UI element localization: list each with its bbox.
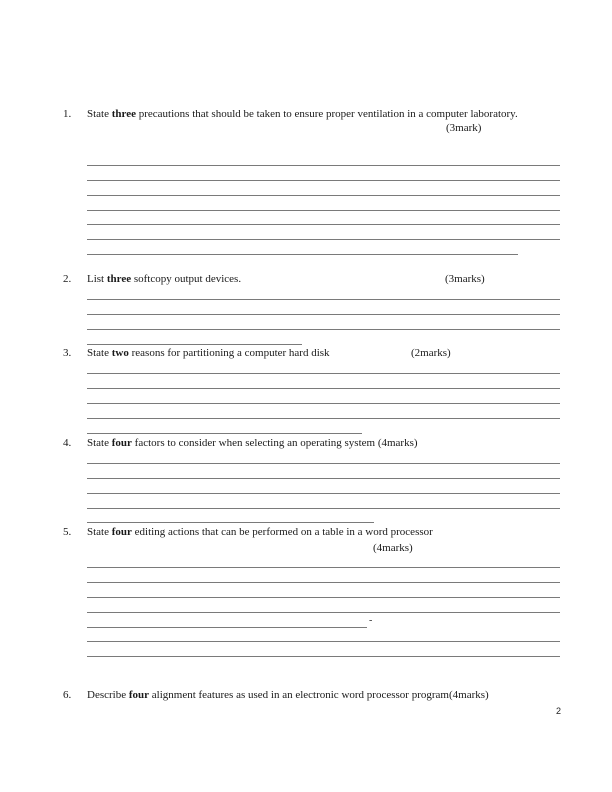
answer-line[interactable]	[87, 373, 560, 374]
answer-line[interactable]	[87, 612, 560, 613]
question-text	[87, 273, 241, 286]
answer-line[interactable]	[87, 210, 560, 211]
answer-line[interactable]	[87, 597, 560, 598]
answer-line[interactable]	[87, 329, 560, 330]
answer-line[interactable]	[87, 314, 560, 315]
question-marks: (2marks)	[411, 347, 451, 359]
answer-line[interactable]	[87, 627, 367, 628]
question-emphasis: four	[111, 526, 132, 538]
answer-line[interactable]	[87, 508, 560, 509]
question-text	[87, 437, 418, 450]
answer-line[interactable]	[87, 567, 560, 568]
answer-line[interactable]	[87, 239, 560, 240]
question-text-prefix: State	[87, 108, 112, 120]
question-number: 2.	[63, 273, 72, 285]
answer-line[interactable]	[87, 344, 302, 345]
question-text-suffix: precautions that should be taken to ensure proper ventilation in a computer laboratory.	[135, 108, 518, 120]
answer-line[interactable]	[87, 641, 560, 642]
question-text-suffix: editing actions that can be performed on a table in a word processor	[131, 526, 433, 538]
answer-line[interactable]	[87, 388, 560, 389]
question-number: 6.	[63, 689, 72, 701]
answer-line[interactable]	[87, 656, 560, 657]
question-marks: (3marks)	[445, 273, 485, 285]
page-number: 2	[556, 706, 562, 716]
answer-line[interactable]	[87, 478, 560, 479]
question-text-suffix: softcopy output devices.	[131, 273, 242, 285]
question-number: 3.	[63, 347, 72, 359]
question-text-prefix: Describe	[87, 689, 129, 701]
answer-line[interactable]	[87, 165, 560, 166]
question-marks: (4marks)	[448, 689, 489, 701]
stray-dash: -	[369, 615, 373, 626]
question-text-suffix: factors to consider when selecting an operating system	[131, 437, 376, 449]
answer-line[interactable]	[87, 522, 374, 523]
answer-line[interactable]	[87, 433, 362, 434]
answer-line[interactable]	[87, 582, 560, 583]
question-number: 5.	[63, 526, 72, 538]
question-text-prefix: State	[87, 437, 112, 449]
question-marks: (4marks)	[377, 437, 418, 449]
question-marks: (4marks)	[373, 542, 413, 554]
question-text-suffix: alignment features as used in an electronic word processor program	[149, 689, 449, 701]
question-emphasis: four	[111, 437, 132, 449]
question-text-prefix: List	[87, 273, 107, 285]
question-text-prefix: State	[87, 347, 112, 359]
question-text	[87, 347, 330, 360]
answer-line[interactable]	[87, 493, 560, 494]
answer-line[interactable]	[87, 180, 560, 181]
question-emphasis: three	[111, 108, 136, 120]
answer-line[interactable]	[87, 299, 560, 300]
question-text	[87, 108, 518, 121]
question-emphasis: four	[128, 689, 150, 701]
question-text-suffix: reasons for partitioning a computer hard disk	[128, 347, 330, 359]
answer-line[interactable]	[87, 254, 518, 255]
answer-line[interactable]	[87, 195, 560, 196]
answer-line[interactable]	[87, 418, 560, 419]
question-marks: (3mark)	[446, 122, 482, 134]
question-number: 1.	[63, 108, 72, 120]
question-number: 4.	[63, 437, 72, 449]
question-text	[87, 526, 433, 539]
answer-line[interactable]	[87, 463, 560, 464]
question-text-prefix: State	[87, 526, 112, 538]
question-text	[87, 689, 489, 702]
answer-line[interactable]	[87, 403, 560, 404]
question-emphasis: three	[106, 273, 132, 285]
question-emphasis: two	[111, 347, 129, 359]
answer-line[interactable]	[87, 224, 560, 225]
